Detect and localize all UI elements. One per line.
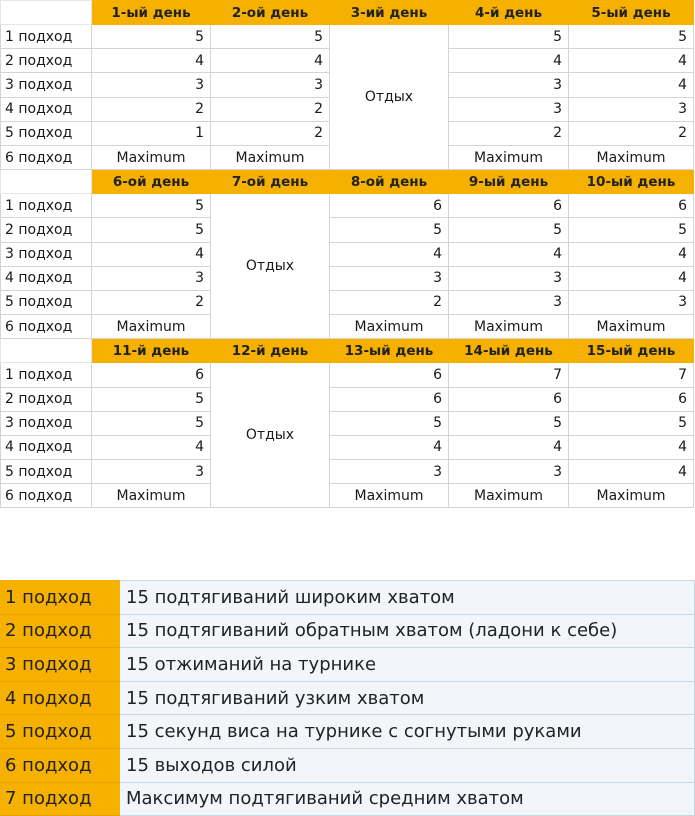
reps-cell: 4 bbox=[92, 49, 211, 73]
reps-cell: 5 bbox=[92, 25, 211, 49]
reps-cell: 6 bbox=[92, 363, 211, 387]
reps-cell: 6 bbox=[330, 387, 449, 411]
day-header: 3-ий день bbox=[330, 1, 449, 25]
set-label: 1 подход bbox=[1, 194, 92, 218]
reps-cell: 5 bbox=[569, 25, 694, 49]
reps-cell: 5 bbox=[92, 194, 211, 218]
set-row bbox=[1, 290, 694, 314]
set-label: 4 подход bbox=[1, 266, 92, 290]
reps-cell: 3 bbox=[449, 73, 569, 97]
reps-cell: 4 bbox=[330, 435, 449, 459]
day-header: 2-ой день bbox=[211, 1, 330, 25]
reps-cell: 4 bbox=[330, 242, 449, 266]
day-header: 8-ой день bbox=[330, 170, 449, 194]
reps-cell: 4 bbox=[569, 266, 694, 290]
reps-cell: 4 bbox=[569, 435, 694, 459]
legend-row bbox=[1, 581, 695, 615]
day-header: 1-ый день bbox=[92, 1, 211, 25]
day-header: 13-ый день bbox=[330, 339, 449, 363]
legend-exercise-description: 15 подтягиваний узким хватом bbox=[120, 681, 695, 715]
day-header: 10-ый день bbox=[569, 170, 694, 194]
set-label: 4 подход bbox=[1, 97, 92, 121]
legend-set-label: 6 подход bbox=[1, 748, 120, 782]
reps-cell: 2 bbox=[449, 121, 569, 145]
set-row bbox=[1, 266, 694, 290]
legend-row bbox=[1, 782, 695, 816]
day-header: 7-ой день bbox=[211, 170, 330, 194]
set-label: 2 подход bbox=[1, 49, 92, 73]
set-label: 3 подход bbox=[1, 242, 92, 266]
rest-day-cell: Отдых bbox=[330, 25, 449, 170]
reps-cell: 3 bbox=[330, 266, 449, 290]
reps-cell: 7 bbox=[569, 363, 694, 387]
max-reps-cell: Maximum bbox=[569, 484, 694, 508]
reps-cell: 5 bbox=[92, 411, 211, 435]
max-reps-cell: Maximum bbox=[569, 145, 694, 169]
reps-cell: 5 bbox=[330, 218, 449, 242]
reps-cell: 2 bbox=[211, 97, 330, 121]
set-row bbox=[1, 242, 694, 266]
max-reps-cell: Maximum bbox=[92, 315, 211, 339]
legend-set-label: 5 подход bbox=[1, 715, 120, 749]
rest-day-cell: Отдых bbox=[211, 194, 330, 339]
reps-cell: 6 bbox=[330, 363, 449, 387]
reps-cell: 3 bbox=[449, 97, 569, 121]
reps-cell: 3 bbox=[92, 459, 211, 483]
day-header: 12-й день bbox=[211, 339, 330, 363]
legend-exercise-description: 15 подтягиваний широким хватом bbox=[120, 581, 695, 615]
reps-cell: 4 bbox=[569, 73, 694, 97]
set-row bbox=[1, 25, 694, 49]
set-row bbox=[1, 435, 694, 459]
reps-cell: 4 bbox=[211, 49, 330, 73]
reps-cell: 2 bbox=[92, 97, 211, 121]
day-header: 14-ый день bbox=[449, 339, 569, 363]
max-reps-cell: Maximum bbox=[330, 315, 449, 339]
header-corner-cell bbox=[1, 1, 92, 25]
reps-cell: 3 bbox=[449, 290, 569, 314]
reps-cell: 5 bbox=[449, 25, 569, 49]
set-label: 1 подход bbox=[1, 363, 92, 387]
day-header: 4-й день bbox=[449, 1, 569, 25]
reps-cell: 5 bbox=[92, 218, 211, 242]
set-row bbox=[1, 387, 694, 411]
reps-cell: 3 bbox=[449, 266, 569, 290]
reps-cell: 6 bbox=[449, 387, 569, 411]
set-label: 6 подход bbox=[1, 315, 92, 339]
reps-cell: 2 bbox=[92, 290, 211, 314]
max-reps-cell: Maximum bbox=[569, 315, 694, 339]
reps-cell: 1 bbox=[92, 121, 211, 145]
max-reps-cell: Maximum bbox=[211, 145, 330, 169]
reps-cell: 2 bbox=[330, 290, 449, 314]
legend-row bbox=[1, 681, 695, 715]
set-label: 6 подход bbox=[1, 145, 92, 169]
set-row bbox=[1, 194, 694, 218]
reps-cell: 5 bbox=[92, 387, 211, 411]
set-row bbox=[1, 484, 694, 508]
rest-day-cell: Отдых bbox=[211, 363, 330, 508]
reps-cell: 5 bbox=[211, 25, 330, 49]
reps-cell: 6 bbox=[569, 194, 694, 218]
legend-row bbox=[1, 715, 695, 749]
reps-cell: 4 bbox=[569, 49, 694, 73]
reps-cell: 5 bbox=[449, 411, 569, 435]
header-corner-cell bbox=[1, 339, 92, 363]
reps-cell: 3 bbox=[211, 73, 330, 97]
max-reps-cell: Maximum bbox=[330, 484, 449, 508]
reps-cell: 2 bbox=[569, 121, 694, 145]
reps-cell: 4 bbox=[449, 242, 569, 266]
day-header: 6-ой день bbox=[92, 170, 211, 194]
max-reps-cell: Maximum bbox=[449, 145, 569, 169]
reps-cell: 6 bbox=[330, 194, 449, 218]
day-header: 15-ый день bbox=[569, 339, 694, 363]
reps-cell: 3 bbox=[92, 73, 211, 97]
set-label: 4 подход bbox=[1, 435, 92, 459]
reps-cell: 4 bbox=[449, 435, 569, 459]
reps-cell: 5 bbox=[569, 218, 694, 242]
max-reps-cell: Maximum bbox=[92, 484, 211, 508]
reps-cell: 4 bbox=[569, 459, 694, 483]
legend-row bbox=[1, 614, 695, 648]
reps-cell: 2 bbox=[211, 121, 330, 145]
reps-cell: 4 bbox=[92, 242, 211, 266]
reps-cell: 4 bbox=[92, 435, 211, 459]
reps-cell: 7 bbox=[449, 363, 569, 387]
reps-cell: 5 bbox=[330, 411, 449, 435]
legend-set-label: 7 подход bbox=[1, 782, 120, 816]
day-header: 9-ый день bbox=[449, 170, 569, 194]
set-label: 6 подход bbox=[1, 484, 92, 508]
legend-set-label: 3 подход bbox=[1, 648, 120, 682]
day-header: 5-ый день bbox=[569, 1, 694, 25]
reps-cell: 3 bbox=[330, 459, 449, 483]
set-label: 3 подход bbox=[1, 73, 92, 97]
max-reps-cell: Maximum bbox=[449, 315, 569, 339]
reps-cell: 5 bbox=[569, 411, 694, 435]
reps-cell: 6 bbox=[569, 387, 694, 411]
legend-exercise-description: 15 отжиманий на турнике bbox=[120, 648, 695, 682]
reps-cell: 4 bbox=[569, 242, 694, 266]
set-label: 1 подход bbox=[1, 25, 92, 49]
max-reps-cell: Maximum bbox=[449, 484, 569, 508]
set-label: 3 подход bbox=[1, 411, 92, 435]
set-label: 5 подход bbox=[1, 121, 92, 145]
legend-row bbox=[1, 648, 695, 682]
set-label: 2 подход bbox=[1, 387, 92, 411]
legend-set-label: 4 подход bbox=[1, 681, 120, 715]
set-row bbox=[1, 363, 694, 387]
set-label: 5 подход bbox=[1, 290, 92, 314]
set-label: 2 подход bbox=[1, 218, 92, 242]
reps-cell: 5 bbox=[449, 218, 569, 242]
reps-cell: 3 bbox=[569, 290, 694, 314]
legend-exercise-description: Максимум подтягиваний средним хватом bbox=[120, 782, 695, 816]
exercise-legend-table bbox=[0, 580, 695, 816]
day-header-row bbox=[1, 1, 694, 25]
legend-exercise-description: 15 подтягиваний обратным хватом (ладони к себе) bbox=[120, 614, 695, 648]
max-reps-cell: Maximum bbox=[92, 145, 211, 169]
legend-exercise-description: 15 секунд виса на турнике с согнутыми руками bbox=[120, 715, 695, 749]
set-row bbox=[1, 218, 694, 242]
set-row bbox=[1, 459, 694, 483]
header-corner-cell bbox=[1, 170, 92, 194]
reps-cell: 3 bbox=[449, 459, 569, 483]
day-header-row bbox=[1, 170, 694, 194]
reps-cell: 4 bbox=[449, 49, 569, 73]
legend-set-label: 1 подход bbox=[1, 581, 120, 615]
reps-cell: 3 bbox=[92, 266, 211, 290]
set-row bbox=[1, 411, 694, 435]
legend-row bbox=[1, 748, 695, 782]
set-row bbox=[1, 315, 694, 339]
day-header-row bbox=[1, 339, 694, 363]
legend-set-label: 2 подход bbox=[1, 614, 120, 648]
day-header: 11-й день bbox=[92, 339, 211, 363]
reps-cell: 6 bbox=[449, 194, 569, 218]
legend-exercise-description: 15 выходов силой bbox=[120, 748, 695, 782]
set-label: 5 подход bbox=[1, 459, 92, 483]
reps-cell: 3 bbox=[569, 97, 694, 121]
